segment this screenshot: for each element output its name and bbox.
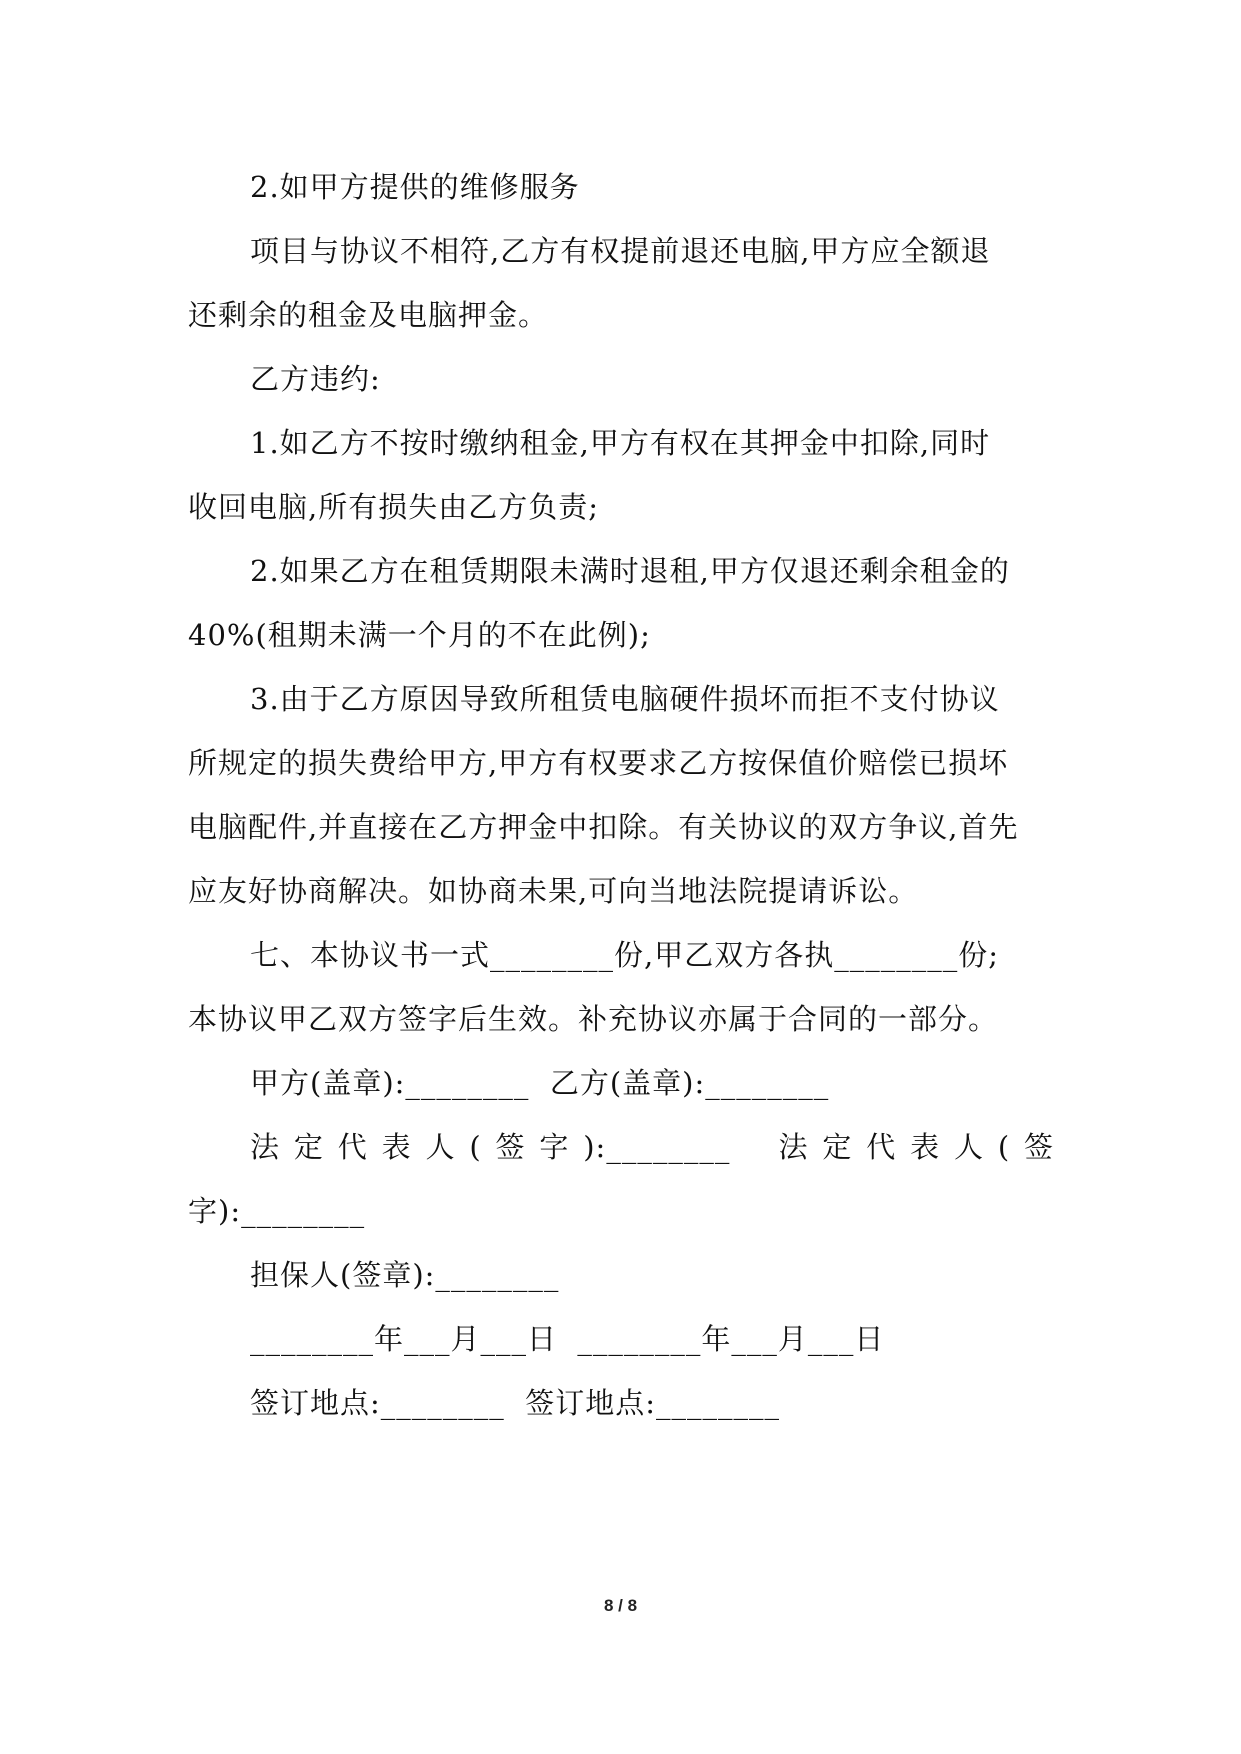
page-number: 8 / 8 — [603, 1596, 638, 1615]
paragraph: 2.如果乙方在租赁期限未满时退租,甲方仅退还剩余租金的 — [250, 554, 1010, 588]
document-body — [188, 155, 1054, 1435]
paragraph: 收回电脑,所有损失由乙方负责; — [188, 490, 599, 524]
paragraph: 所规定的损失费给甲方,甲方有权要求乙方按保值价赔偿已损坏 — [188, 746, 1009, 780]
signature-line-representative-cont: 字):________ — [188, 1194, 366, 1228]
paragraph: 项目与协议不相符,乙方有权提前退还电脑,甲方应全额退 — [250, 234, 991, 268]
paragraph: 乙方违约: — [250, 362, 381, 396]
paragraph: 电脑配件,并直接在乙方押金中扣除。有关协议的双方争议,首先 — [188, 810, 1019, 844]
signature-line-party: 甲方(盖章):________ 乙方(盖章):________ — [250, 1066, 830, 1100]
paragraph: 1.如乙方不按时缴纳租金,甲方有权在其押金中扣除,同时 — [250, 426, 991, 460]
signature-line-representative: 法定代表人(签字):________ 法定代表人(签 — [250, 1130, 1054, 1164]
paragraph: 40%(租期未满一个月的不在此例); — [188, 618, 651, 652]
paragraph: 应友好协商解决。如协商未果,可向当地法院提请诉讼。 — [188, 874, 919, 908]
paragraph: 本协议甲乙双方签字后生效。补充协议亦属于合同的一部分。 — [188, 1002, 999, 1036]
paragraph: 3.由于乙方原因导致所租赁电脑硬件损坏而拒不支付协议 — [250, 682, 1000, 716]
signing-place-line: 签订地点:________ 签订地点:________ — [250, 1386, 780, 1420]
signature-line-guarantor: 担保人(签章):________ — [250, 1258, 560, 1292]
paragraph: 七、本协议书一式________份,甲乙双方各执________份; — [250, 938, 999, 972]
paragraph: 还剩余的租金及电脑押金。 — [188, 298, 549, 332]
paragraph: 2.如甲方提供的维修服务 — [250, 170, 580, 204]
date-line: ________年___月___日 ________年___月___日 — [250, 1322, 885, 1356]
